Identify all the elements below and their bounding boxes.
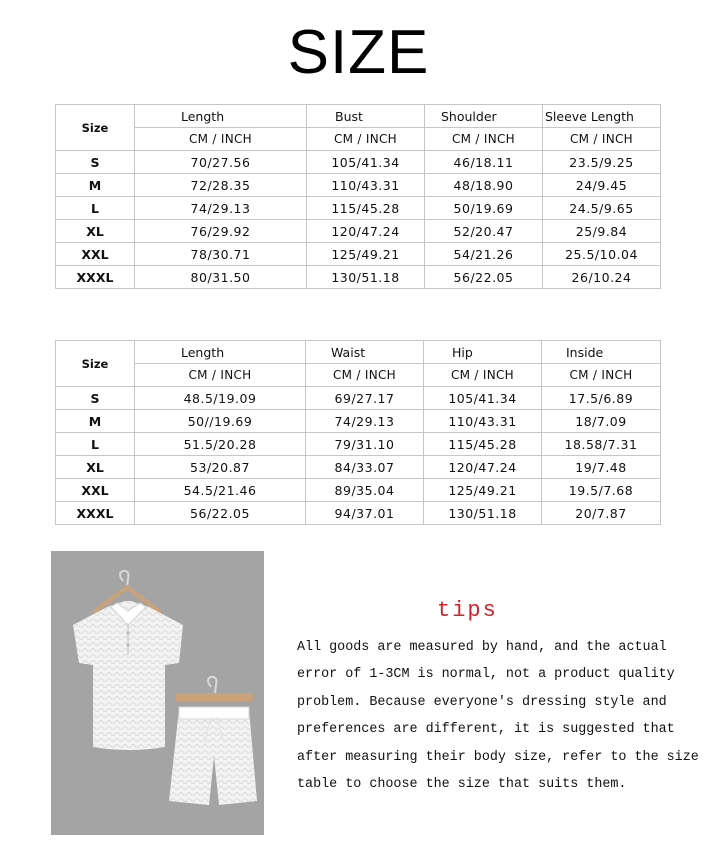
size-cell: XXL [56,243,135,266]
table-cell: 25/9.84 [543,220,661,243]
table-row [56,433,661,456]
table-row [56,266,661,289]
column-header-inside: Inside [542,341,661,364]
unit-label: CM / INCH [307,128,425,151]
size-cell: M [56,410,135,433]
table-cell: 76/29.92 [135,220,307,243]
table-cell: 54.5/21.46 [135,479,306,502]
size-table-bottom [55,340,661,525]
table-cell: 24/9.45 [543,174,661,197]
table-cell: 25.5/10.04 [543,243,661,266]
table-row [56,197,661,220]
table-cell: 56/22.05 [135,502,306,525]
table-cell: 20/7.87 [542,502,661,525]
table-cell: 17.5/6.89 [542,387,661,410]
table-row [56,456,661,479]
table-cell: 120/47.24 [424,456,542,479]
unit-label: CM / INCH [424,364,542,387]
table-cell: 18/7.09 [542,410,661,433]
size-cell: XL [56,456,135,479]
table-row [56,502,661,525]
tips-line: after measuring their body size, refer to the size [297,749,699,765]
tips-line: error of 1-3CM is normal, not a product quality [297,667,675,683]
table-cell: 54/21.26 [425,243,543,266]
unit-label: CM / INCH [135,128,307,151]
tips-line: All goods are measured by hand, and the actual [297,640,667,655]
table-cell: 94/37.01 [306,502,424,525]
column-header-length: Length [135,105,307,128]
table-cell: 125/49.21 [307,243,425,266]
table-cell: 56/22.05 [425,266,543,289]
table-row [56,174,661,197]
unit-label: CM / INCH [425,128,543,151]
table-cell: 46/18.11 [425,151,543,174]
size-cell: XXL [56,479,135,502]
table-row [56,387,661,410]
table-cell: 115/45.28 [307,197,425,220]
table-cell: 110/43.31 [424,410,542,433]
product-photo [51,551,264,835]
table-cell: 125/49.21 [424,479,542,502]
column-header-length: Length [135,341,306,364]
table-cell: 50/19.69 [425,197,543,220]
table-cell: 48/18.90 [425,174,543,197]
size-column-header: Size [56,105,135,151]
table-cell: 120/47.24 [307,220,425,243]
table-cell: 26/10.24 [543,266,661,289]
size-cell: XXXL [56,502,135,525]
table-cell: 50//19.69 [135,410,306,433]
page-title: SIZE [287,18,430,87]
table-row [56,243,661,266]
table-row [56,220,661,243]
tips-line: preferences are different, it is suggested that [297,722,675,738]
table-cell: 70/27.56 [135,151,307,174]
table-cell: 48.5/19.09 [135,387,306,410]
table-cell: 105/41.34 [424,387,542,410]
table-cell: 74/29.13 [306,410,424,433]
size-table-top [55,104,661,289]
tips-title: tips [437,598,498,623]
unit-label: CM / INCH [135,364,306,387]
column-header-sleeve-length: Sleeve Length [543,105,661,128]
table-row [56,151,661,174]
table-cell: 72/28.35 [135,174,307,197]
table-cell: 79/31.10 [306,433,424,456]
table-cell: 130/51.18 [424,502,542,525]
table-cell: 19/7.48 [542,456,661,479]
table-cell: 105/41.34 [307,151,425,174]
table-cell: 78/30.71 [135,243,307,266]
size-cell: XXXL [56,266,135,289]
table-cell: 110/43.31 [307,174,425,197]
size-cell: L [56,433,135,456]
table-cell: 23.5/9.25 [543,151,661,174]
size-cell: L [56,197,135,220]
polo-shorts-set-illustration [51,551,264,835]
table-cell: 52/20.47 [425,220,543,243]
table-cell: 69/27.17 [306,387,424,410]
column-header-bust: Bust [307,105,425,128]
table-cell: 19.5/7.68 [542,479,661,502]
table-row [56,410,661,433]
tips-text [297,634,707,798]
table-cell: 115/45.28 [424,433,542,456]
table-cell: 24.5/9.65 [543,197,661,220]
column-header-hip: Hip [424,341,542,364]
table-cell: 51.5/20.28 [135,433,306,456]
table-cell: 84/33.07 [306,456,424,479]
column-header-shoulder: Shoulder [425,105,543,128]
table-cell: 18.58/7.31 [542,433,661,456]
table-cell: 89/35.04 [306,479,424,502]
size-cell: XL [56,220,135,243]
unit-label: CM / INCH [306,364,424,387]
size-cell: S [56,151,135,174]
size-cell: M [56,174,135,197]
size-cell: S [56,387,135,410]
unit-label: CM / INCH [543,128,661,151]
table-row [56,479,661,502]
table-cell: 80/31.50 [135,266,307,289]
unit-label: CM / INCH [542,364,661,387]
table-cell: 53/20.87 [135,456,306,479]
table-cell: 130/51.18 [307,266,425,289]
tips-line: problem. Because everyone's dressing style and [297,694,667,710]
tips-line: table to choose the size that suits them. [297,777,627,793]
size-column-header: Size [56,341,135,387]
table-cell: 74/29.13 [135,197,307,220]
column-header-waist: Waist [306,341,424,364]
